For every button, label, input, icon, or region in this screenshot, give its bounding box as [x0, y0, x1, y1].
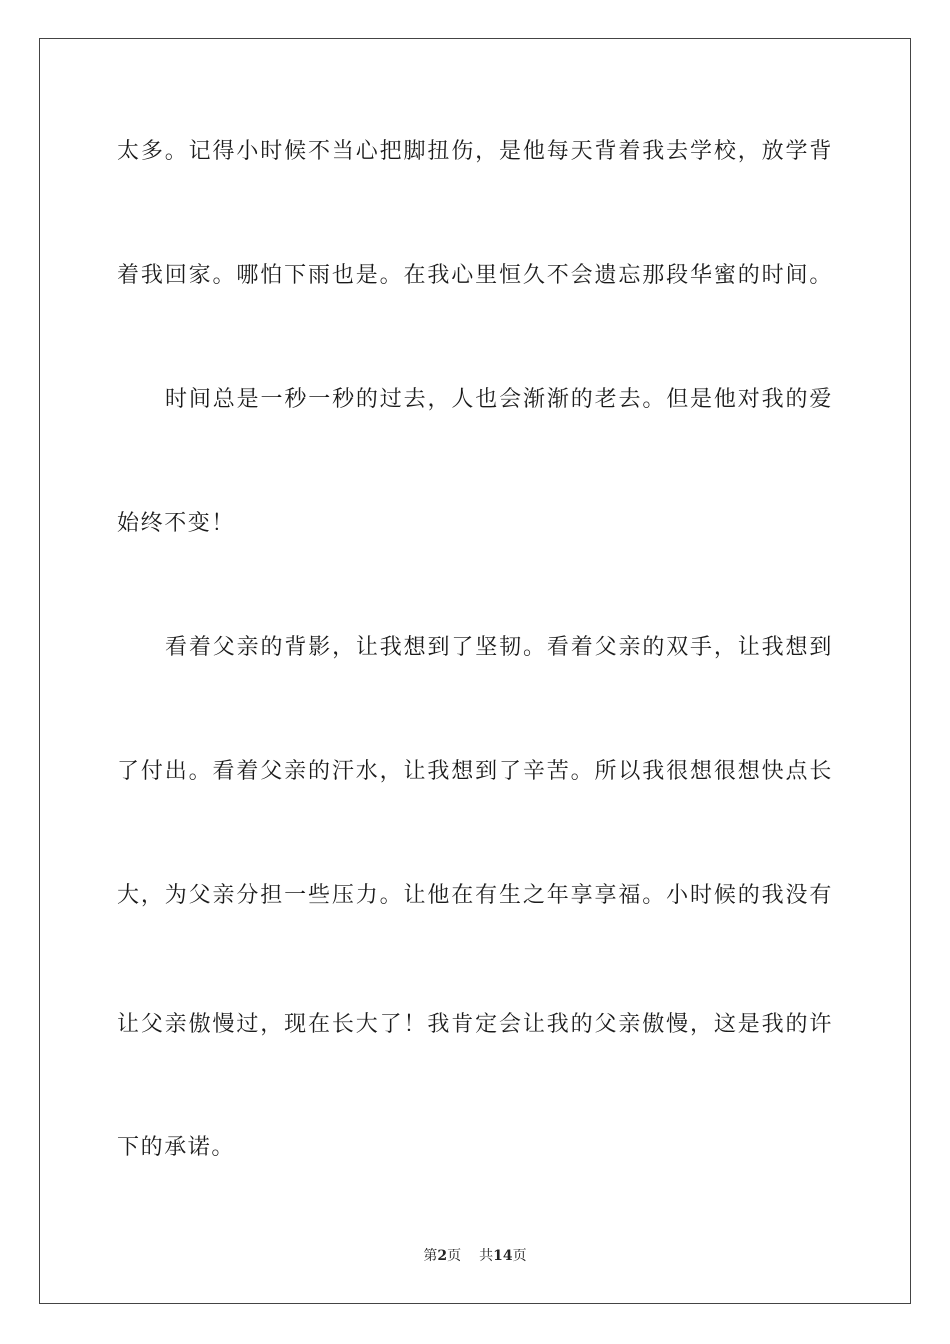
paragraph-2-line-2: 始终不变！ [117, 511, 236, 536]
text-line-2: 着我回家。哪怕下雨也是。在我心里恒久不会遗忘那段华蜜的时间。 [117, 263, 833, 288]
text-line-1: 太多。记得小时候不当心把脚扭伤，是他每天背着我去学校，放学背 [117, 139, 833, 164]
page-number: 2 [437, 1248, 448, 1264]
paragraph-3-line-5: 下的承诺。 [117, 1135, 236, 1160]
page-border [39, 38, 911, 1304]
page-prefix: 第 [423, 1248, 438, 1264]
paragraph-2-line-1: 时间总是一秒一秒的过去，人也会渐渐的老去。但是他对我的爱 [165, 387, 833, 412]
paragraph-3-line-4: 让父亲傲慢过，现在长大了！我肯定会让我的父亲傲慢，这是我的许 [117, 1012, 833, 1037]
page-suffix: 页 [447, 1248, 462, 1264]
total-pages: 14 [493, 1248, 513, 1264]
page-footer [0, 1247, 950, 1265]
total-prefix: 共 [479, 1248, 494, 1264]
total-suffix: 页 [512, 1248, 527, 1264]
paragraph-3-line-1: 看着父亲的背影，让我想到了坚韧。看着父亲的双手，让我想到 [165, 635, 833, 660]
paragraph-3-line-3: 大，为父亲分担一些压力。让他在有生之年享享福。小时候的我没有 [117, 883, 833, 908]
paragraph-3-line-2: 了付出。看着父亲的汗水，让我想到了辛苦。所以我很想很想快点长 [117, 759, 833, 784]
